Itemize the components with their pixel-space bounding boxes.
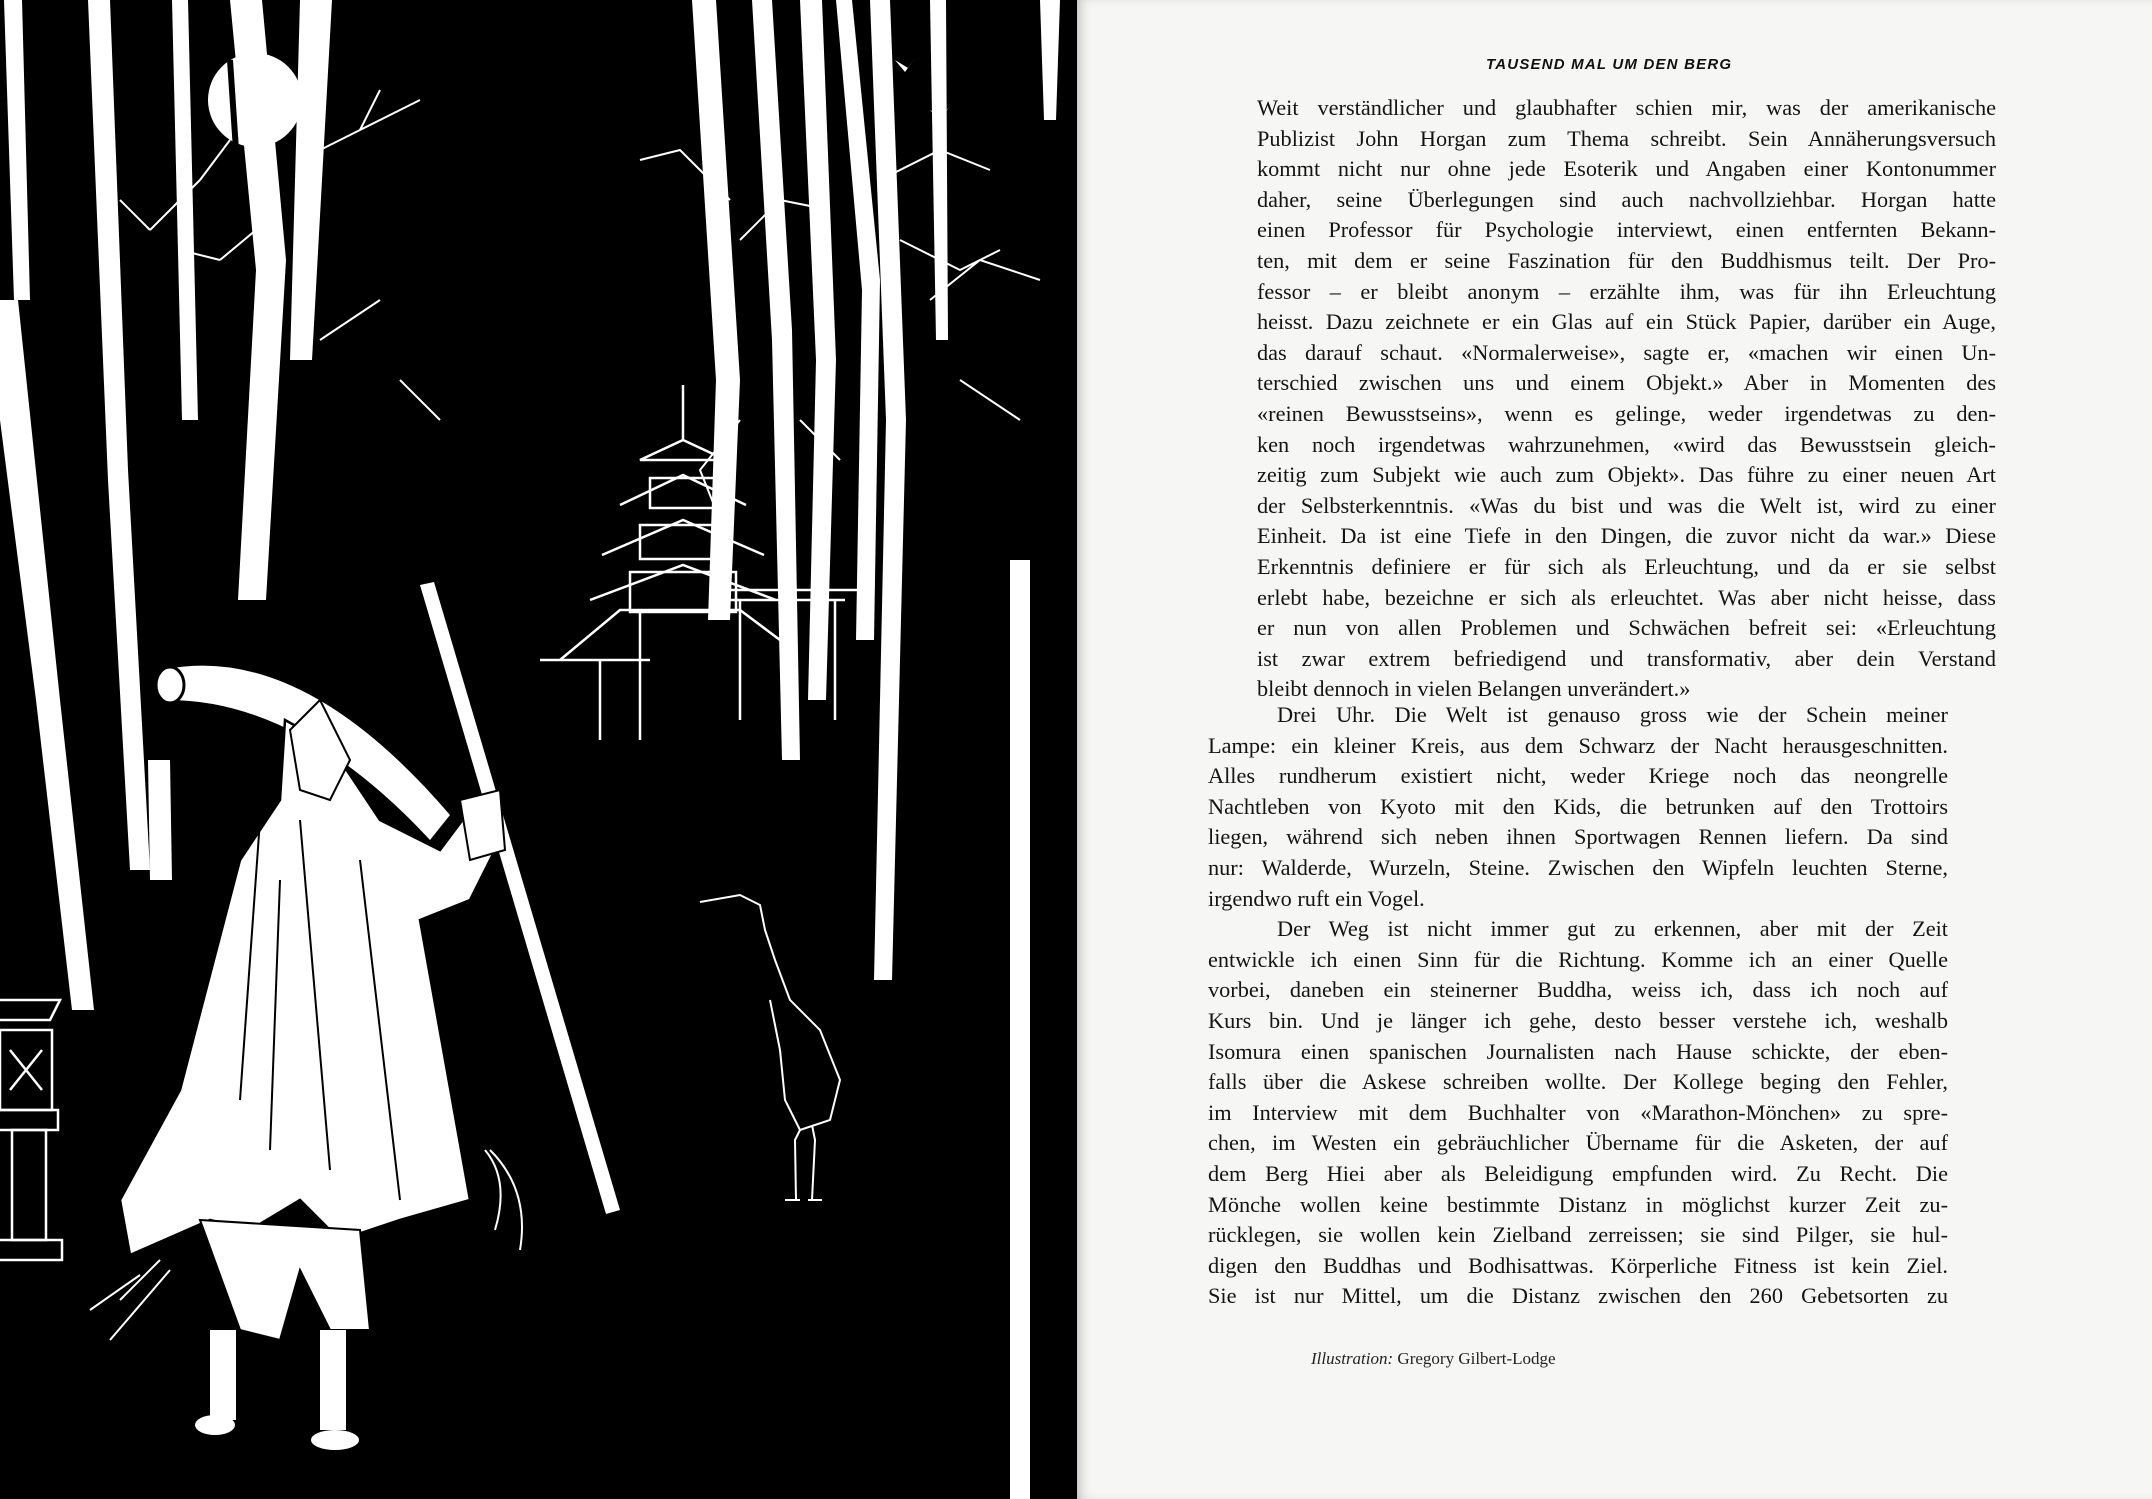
- text-line: «reinen Bewusstseins», wenn es gelinge, weder irgendetwas zu den-: [1257, 400, 1996, 426]
- text-line: rücklegen, sie wollen kein Zielband zerreissen; sie sind Pilger, sie hul-: [1208, 1222, 1948, 1248]
- text-line: Alles rundherum existiert nicht, weder Kriege noch das neongrelle: [1208, 763, 1948, 789]
- text-line: ken noch irgendetwas wahrzunehmen, «wird das Bewusstsein gleich-: [1257, 431, 1996, 457]
- illustration-credit: [1311, 1349, 1556, 1369]
- text-line: bleibt dennoch in vielen Belangen unverändert.»: [1257, 676, 1691, 702]
- text-line: Nachtleben von Kyoto mit den Kids, die betrunken auf den Trottoirs: [1208, 793, 1948, 819]
- text-line: chen, im Westen ein gebräuchlicher Übername für die Asketen, der auf: [1208, 1130, 1948, 1156]
- text-line: vorbei, daneben ein steinerner Buddha, weiss ich, dass ich noch auf: [1208, 977, 1948, 1003]
- text-line: das darauf schaut. «Normalerweise», sagte er, «machen wir einen Un-: [1257, 339, 1996, 365]
- text-line: liegen, während sich neben ihnen Sportwagen Rennen liefern. Da sind: [1208, 824, 1948, 850]
- text-line: irgendwo ruft ein Vogel.: [1208, 885, 1425, 911]
- text-line: im Interview mit dem Buchhalter von «Marathon-Mönchen» zu spre-: [1208, 1099, 1948, 1125]
- text-line: Weit verständlicher und glaubhafter schien mir, was der amerikanische: [1257, 95, 1996, 120]
- text-line: dem Berg Hiei aber als Beleidigung empfunden wird. Zu Recht. Die: [1208, 1160, 1948, 1186]
- article-paragraph-1: [1257, 93, 1996, 705]
- credit-label: Illustration:: [1311, 1349, 1394, 1368]
- text-line: Kurs bin. Und je länger ich gehe, desto besser verstehe ich, weshalb: [1208, 1007, 1948, 1033]
- text-line: digen den Buddhas und Bodhisattwas. Körperliche Fitness ist kein Ziel.: [1208, 1252, 1948, 1278]
- text-line: erlebt habe, bezeichne er sich als erleuchtet. Was aber nicht heisse, dass: [1257, 584, 1996, 610]
- text-line: der Selbsterkenntnis. «Was du bist und was die Welt ist, wird zu einer: [1257, 492, 1996, 518]
- article-paragraph-2: [1208, 700, 1948, 1312]
- text-line: entwickle ich einen Sinn für die Richtung. Komme ich an einer Quelle: [1208, 946, 1948, 972]
- text-line: einen Professor für Psychologie interviewt, einen entfernten Bekann-: [1257, 217, 1996, 243]
- text-line: Mönche wollen keine bestimmte Distanz in möglichst kurzer Zeit zu-: [1208, 1191, 1948, 1217]
- text-line: Drei Uhr. Die Welt ist genauso gross wie der Schein meiner: [1277, 702, 1948, 727]
- running-head: TAUSEND MAL UM DEN BERG: [1486, 56, 1733, 73]
- text-line: heisst. Dazu zeichnete er ein Glas auf ein Stück Papier, darüber ein Auge,: [1257, 309, 1996, 335]
- text-line: Lampe: ein kleiner Kreis, aus dem Schwarz der Nacht herausgeschnitten.: [1208, 732, 1948, 758]
- credit-name: Gregory Gilbert-Lodge: [1397, 1349, 1556, 1368]
- text-line: falls über die Askese schreiben wollte. Der Kollege beging den Fehler,: [1208, 1069, 1948, 1095]
- text-line: ten, mit dem er seine Faszination für den Buddhismus teilt. Der Pro-: [1257, 247, 1996, 273]
- text-line: fessor – er bleibt anonym – erzählte ihm, was für ihn Erleuchtung: [1257, 278, 1996, 304]
- text-line: Einheit. Da ist eine Tiefe in den Dingen, die zuvor nicht da war.» Diese: [1257, 523, 1996, 549]
- text-line: Der Weg ist nicht immer gut zu erkennen, aber mit der Zeit: [1277, 916, 1948, 942]
- text-line: er nun von allen Problemen und Schwächen befreit sei: «Erleuchtung: [1257, 615, 1996, 641]
- text-line: terschied zwischen uns und einem Objekt.» Aber in Momenten des: [1257, 370, 1996, 396]
- text-line: Erkenntnis definiere er für sich als Erleuchtung, und da er sie selbst: [1257, 553, 1996, 579]
- text-line: nur: Walderde, Wurzeln, Steine. Zwischen den Wipfeln leuchten Sterne,: [1208, 854, 1948, 880]
- text-line: zeitig zum Subjekt wie auch zum Objekt». Das führe zu einer neuen Art: [1257, 462, 1996, 488]
- text-line: kommt nicht nur ohne jede Esoterik und Angaben einer Kontonummer: [1257, 156, 1996, 182]
- text-line: daher, seine Überlegungen sind auch nachvollziehbar. Horgan hatte: [1257, 186, 1996, 212]
- text-line: Isomura einen spanischen Journalisten nach Hause schickte, der eben-: [1208, 1038, 1948, 1064]
- text-line: ist zwar extrem befriedigend und transformativ, aber dein Verstand: [1257, 645, 1996, 671]
- text-line: Sie ist nur Mittel, um die Distanz zwischen den 260 Gebetsorten zu: [1208, 1283, 1948, 1309]
- text-line: Publizist John Horgan zum Thema schreibt. Sein Annäherungsversuch: [1257, 125, 1996, 151]
